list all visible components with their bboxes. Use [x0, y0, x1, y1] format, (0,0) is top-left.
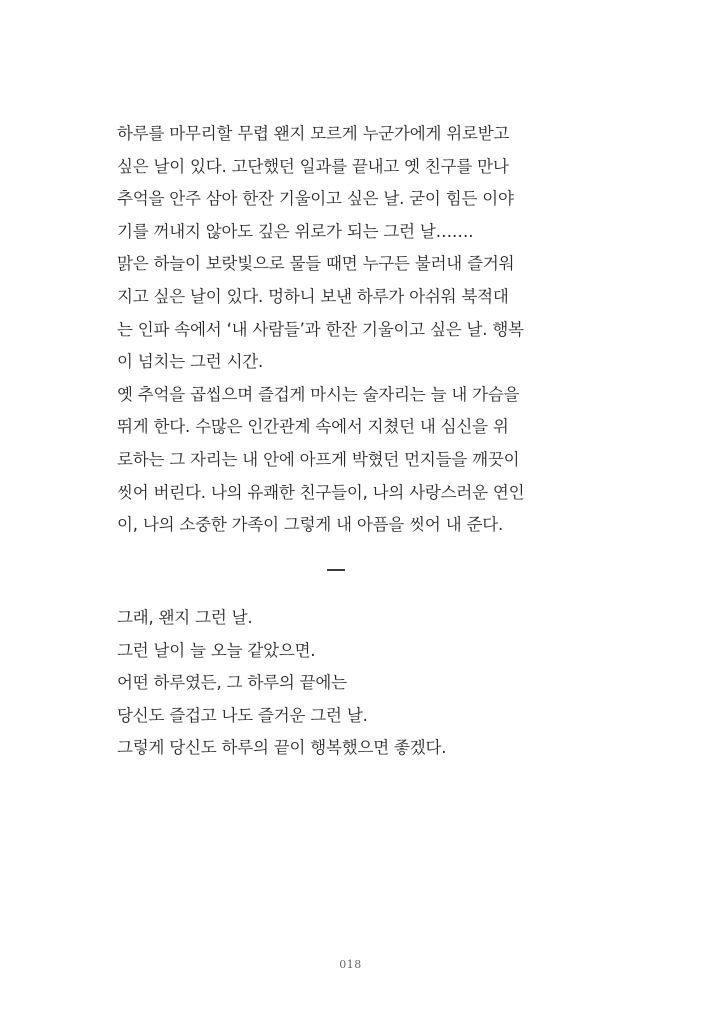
text-line: 씻어 버린다. 나의 유쾌한 친구들이, 나의 사랑스러운 연인 — [117, 482, 525, 502]
text-line: 로하는 그 자리는 내 안에 아프게 박혔던 먼지들을 깨끗이 — [117, 449, 520, 469]
text-line: 싶은 날이 있다. 고단했던 일과를 끝내고 옛 친구를 만나 — [117, 156, 509, 176]
text-line: 옛 추억을 곱씹으며 즐겁게 마시는 술자리는 늘 내 가슴을 — [117, 384, 520, 404]
text-line: 이, 나의 소중한 가족이 그렇게 내 아픔을 씻어 내 준다. — [117, 515, 504, 535]
body-text — [117, 118, 557, 542]
text-line: 하루를 마무리할 무렵 왠지 모르게 누군가에게 위로받고 — [117, 124, 510, 143]
text-line: 추억을 안주 삼아 한잔 기울이고 싶은 날. 굳이 힘든 이야 — [117, 189, 514, 209]
text-line: 이 넘치는 그런 시간. — [117, 352, 264, 372]
verse-line: 당신도 즐겁고 나도 즐거운 그런 날. — [117, 705, 368, 725]
section-separator — [327, 569, 345, 571]
text-line: 지고 싶은 날이 있다. 멍하니 보낸 하루가 아쉬워 북적대 — [117, 286, 509, 306]
closing-verse — [117, 602, 557, 765]
paragraph-1 — [117, 118, 557, 248]
verse-line: 그래, 왠지 그런 날. — [117, 608, 253, 627]
paragraph-2 — [117, 248, 557, 378]
verse-line: 그런 날이 늘 오늘 같았으면. — [117, 640, 316, 660]
text-line: 맑은 하늘이 보랏빛으로 물들 때면 누구든 불러내 즐거워 — [117, 254, 515, 274]
verse-line: 어떤 하루였든, 그 하루의 끝에는 — [117, 673, 347, 693]
paragraph-3 — [117, 379, 557, 542]
text-line: 는 인파 속에서 ‘내 사람들’과 한잔 기울이고 싶은 날. 행복 — [117, 319, 524, 339]
text-line: 기를 꺼내지 않아도 깊은 위로가 되는 그런 날……. — [117, 221, 474, 241]
verse-line: 그렇게 당신도 하루의 끝이 행복했으면 좋겠다. — [117, 738, 447, 758]
text-line: 뛰게 한다. 수많은 인간관계 속에서 지쳤던 내 심신을 위 — [117, 417, 509, 437]
page-number: 018 — [339, 958, 362, 971]
